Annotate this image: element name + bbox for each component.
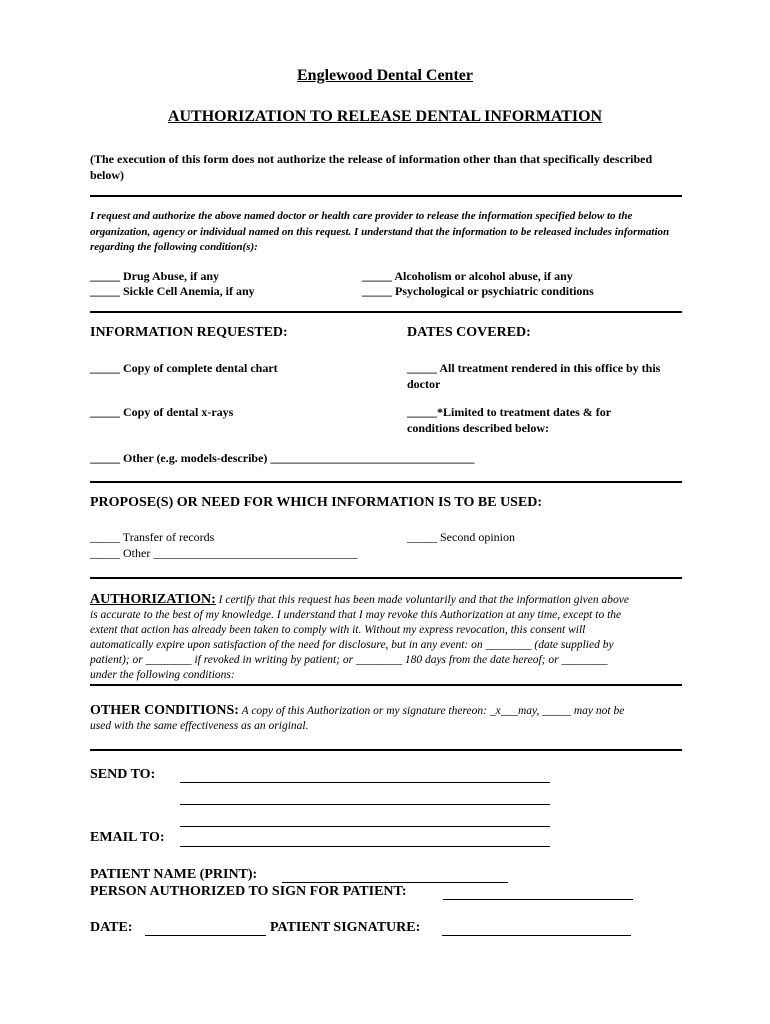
purpose-other[interactable]: _____ Other __________________________________ <box>90 546 358 560</box>
center-name: Englewood Dental Center <box>297 67 473 84</box>
other-conditions-text: A copy of this Authorization or my signature thereon: _x___may, _____ may not be used with the same effectiveness as an original. <box>90 705 625 732</box>
divider <box>90 577 682 579</box>
divider <box>90 481 682 483</box>
dates-limited[interactable]: _____*Limited to treatment dates & for conditions described below: <box>407 405 611 435</box>
authorization-block <box>90 592 635 683</box>
authorized-person-label: PERSON AUTHORIZED TO SIGN FOR PATIENT: <box>90 884 407 899</box>
purpose-heading: PROPOSE(S) OR NEED FOR WHICH INFORMATION IS TO BE USED: <box>90 495 543 510</box>
divider <box>90 684 682 686</box>
authorization-text: I certify that this request has been made voluntarily and that the information given above is accurate to the best of my knowledge. I understand that I may revoke this Authorization at any time, except to the extent that action has already been taken to comply with it. Without my express revocation, this consent will automatically expire upon satisfaction of the need for disclosure, but in any event: on ________ (date supplied by patient); or ________ if revoked in writing by patient; or ________ 180 days from the date hereof; or ________ under the following conditions: <box>90 594 629 681</box>
other-conditions-heading: OTHER CONDITIONS: <box>90 703 239 718</box>
patient-name-label: PATIENT NAME (PRINT): <box>90 867 258 882</box>
email-to-label: EMAIL TO: <box>90 830 165 845</box>
signature-line[interactable] <box>442 935 631 936</box>
divider <box>90 749 682 751</box>
condition-drug-abuse[interactable]: _____ Drug Abuse, if any <box>90 269 220 283</box>
info-other[interactable]: _____ Other (e.g. models-describe) __________________________________ <box>90 451 475 465</box>
information-heading: INFORMATION REQUESTED: <box>90 325 288 340</box>
divider <box>90 195 682 197</box>
condition-sickle-cell[interactable]: _____ Sickle Cell Anemia, if any <box>90 284 255 298</box>
date-label: DATE: <box>90 920 133 935</box>
info-dental-chart[interactable]: _____ Copy of complete dental chart <box>90 361 278 375</box>
divider <box>90 311 682 313</box>
condition-alcoholism[interactable]: _____ Alcoholism or alcohol abuse, if any <box>362 269 573 283</box>
patient-name-line[interactable] <box>282 882 508 883</box>
send-to-line-3[interactable] <box>180 826 550 827</box>
condition-psychological[interactable]: _____ Psychological or psychiatric conditions <box>362 284 594 298</box>
form-title: AUTHORIZATION TO RELEASE DENTAL INFORMATION <box>167 108 603 125</box>
send-to-line-2[interactable] <box>180 804 550 805</box>
dates-all-treatment[interactable]: _____ All treatment rendered in this office by this doctor <box>407 361 661 391</box>
dates-heading: DATES COVERED: <box>407 325 531 340</box>
email-to-line[interactable] <box>180 846 550 847</box>
purpose-transfer[interactable]: _____ Transfer of records <box>90 530 215 544</box>
send-to-label: SEND TO: <box>90 767 156 782</box>
disclaimer: (The execution of this form does not authorize the release of information other than that specifically described below) <box>90 152 653 182</box>
date-line[interactable] <box>145 935 266 936</box>
authorized-person-line[interactable] <box>443 899 633 900</box>
request-statement: I request and authorize the above named doctor or health care provider to release the information specified below to the organization, agency or individual named on this request. I understand that the information to be released includes information regarding the following condition(s): <box>90 210 670 253</box>
authorization-heading: AUTHORIZATION: <box>90 592 216 607</box>
signature-label: PATIENT SIGNATURE: <box>270 920 421 935</box>
other-conditions-block <box>90 703 630 734</box>
info-dental-xrays[interactable]: _____ Copy of dental x-rays <box>90 405 234 419</box>
send-to-line-1[interactable] <box>180 782 550 783</box>
purpose-second-opinion[interactable]: _____ Second opinion <box>407 530 515 544</box>
